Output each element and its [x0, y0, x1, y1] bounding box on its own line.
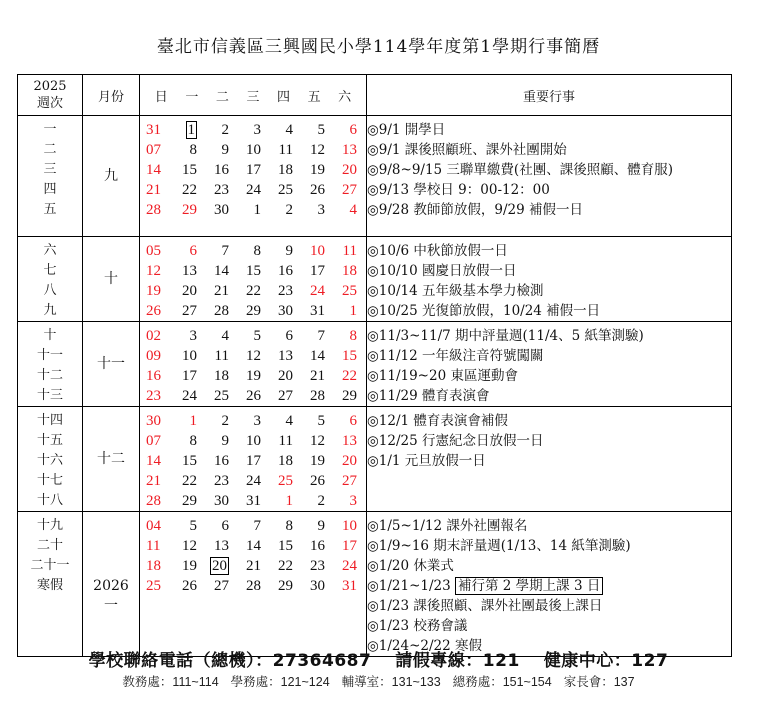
date: 12	[310, 433, 325, 449]
event-item: ◎9/28 教師節放假，9/29 補假一日	[367, 202, 583, 218]
week-row	[140, 576, 366, 596]
extension-info: 教務處：111~114	[122, 675, 219, 689]
header-week-label: 週次	[36, 96, 63, 111]
date: 15	[278, 538, 293, 554]
date: 16	[278, 263, 293, 279]
date: 23	[310, 558, 325, 574]
day-grid	[140, 512, 367, 657]
date: 28	[246, 578, 261, 594]
date: 14	[246, 538, 261, 554]
holiday-date: 20	[342, 162, 357, 178]
date: 17	[246, 162, 261, 178]
week-row	[140, 180, 366, 200]
date: 26	[310, 182, 325, 198]
holiday-date: 27	[342, 182, 357, 198]
holiday-date: 3	[349, 493, 357, 509]
date: 11	[278, 142, 293, 158]
date: 5	[253, 328, 261, 344]
week-row	[140, 386, 366, 406]
event-item: ◎1/23 校務會議	[367, 618, 468, 634]
holiday-date: 1	[189, 413, 197, 429]
week-row	[140, 556, 366, 576]
holiday-date: 21	[146, 473, 161, 489]
day-grid	[140, 116, 367, 237]
date: 31	[310, 303, 325, 319]
date: 25	[214, 388, 229, 404]
event-item: ◎12/25 行憲紀念日放假一日	[367, 433, 544, 449]
event-item: ◎11/3~11/7 期中評量週(11/4、5 紙筆測驗)	[367, 328, 644, 344]
date: 13	[182, 263, 197, 279]
date: 7	[221, 243, 229, 259]
weekday-labels	[140, 86, 366, 105]
holiday-date: 25	[278, 473, 293, 489]
week-number: 十三	[36, 388, 63, 403]
week-row	[140, 241, 366, 261]
date: 21	[214, 283, 229, 299]
date: 29	[182, 493, 197, 509]
holiday-date: 25	[342, 283, 357, 299]
date	[198, 556, 230, 576]
day-grid	[140, 407, 367, 512]
calendar-table	[17, 74, 732, 657]
date: 11	[214, 348, 229, 364]
holiday-date: 1	[349, 303, 357, 319]
date: 28	[310, 388, 325, 404]
date: 18	[278, 453, 293, 469]
date: 4	[285, 413, 293, 429]
month-label: 十	[104, 271, 118, 287]
week-number: 十五	[36, 433, 63, 448]
holiday-date: 17	[342, 538, 357, 554]
event-item: ◎11/12 一年級注音符號闖關	[367, 348, 544, 364]
date: 24	[182, 388, 197, 404]
week-numbers	[18, 407, 83, 512]
event-item	[367, 576, 731, 596]
week-row	[140, 346, 366, 366]
date: 3	[253, 122, 261, 138]
holiday-date: 31	[146, 122, 161, 138]
date: 26	[182, 578, 197, 594]
date: 14	[310, 348, 325, 364]
date: 16	[310, 538, 325, 554]
date: 22	[246, 283, 261, 299]
date: 27	[278, 388, 293, 404]
date: 30	[310, 578, 325, 594]
week-number: 八	[43, 283, 57, 298]
date: 31	[246, 493, 261, 509]
holiday-date: 26	[146, 303, 161, 319]
table-header-row	[18, 75, 732, 116]
event-item: ◎9/13 學校日 9：00-12：00	[367, 182, 550, 198]
holiday-date: 24	[310, 283, 325, 299]
week-numbers	[18, 322, 83, 407]
highlighted-date: 1	[187, 122, 195, 138]
week-number: 九	[43, 303, 57, 318]
month-label: 十一	[97, 356, 125, 372]
month-section	[18, 237, 732, 322]
holiday-date: 18	[146, 558, 161, 574]
header-year: 2025	[33, 79, 67, 94]
week-row	[140, 261, 366, 281]
event-prefix: ◎1/21~1/23	[367, 578, 456, 594]
holiday-date: 04	[146, 518, 161, 534]
event-item: ◎1/20 休業式	[367, 558, 454, 574]
event-list	[367, 407, 732, 512]
date: 22	[278, 558, 293, 574]
week-number: 十二	[36, 368, 63, 383]
date: 3	[189, 328, 197, 344]
date: 21	[246, 558, 261, 574]
week-number: 十七	[36, 473, 63, 488]
header-month: 月份	[83, 75, 140, 116]
date: 10	[246, 433, 261, 449]
date: 15	[182, 162, 197, 178]
holiday-date: 10	[310, 243, 325, 259]
event-item: ◎9/8~9/15 三聯單繳費(社團、課後照顧、體育服)	[367, 162, 673, 178]
week-number: 十六	[36, 453, 63, 468]
week-row	[140, 326, 366, 346]
date: 7	[253, 518, 261, 534]
holiday-date: 10	[342, 518, 357, 534]
event-item: ◎11/29 體育表演會	[367, 388, 490, 404]
extension-info: 輔導室：131~133	[341, 675, 441, 689]
date: 26	[246, 388, 261, 404]
week-row	[140, 411, 366, 431]
holiday-date: 12	[146, 263, 161, 279]
month-name	[83, 116, 140, 237]
week-number: 三	[43, 162, 57, 177]
date: 16	[214, 453, 229, 469]
month-name	[83, 512, 140, 657]
week-number: 十九	[36, 518, 63, 533]
week-row	[140, 120, 366, 140]
event-list	[367, 512, 732, 657]
date: 30	[278, 303, 293, 319]
event-item: ◎1/1 元旦放假一日	[367, 453, 486, 469]
date: 10	[246, 142, 261, 158]
holiday-date: 11	[342, 243, 357, 259]
event-item: ◎10/25 光復節放假，10/24 補假一日	[367, 303, 601, 319]
holiday-date: 07	[146, 142, 161, 158]
week-number: 十四	[36, 413, 63, 428]
highlighted-date: 20	[212, 558, 227, 574]
week-number: 二十	[36, 538, 63, 553]
date: 1	[253, 202, 261, 218]
event-item: ◎10/6 中秋節放假一日	[367, 243, 508, 259]
date: 6	[221, 518, 229, 534]
date: 5	[317, 413, 325, 429]
date: 22	[182, 473, 197, 489]
holiday-date: 18	[342, 263, 357, 279]
week-numbers	[18, 116, 83, 237]
week-number: 寒假	[36, 578, 63, 593]
holiday-date: 8	[349, 328, 357, 344]
month-year: 2026	[93, 578, 129, 594]
date: 15	[182, 453, 197, 469]
date: 29	[246, 303, 261, 319]
holiday-date: 14	[146, 453, 161, 469]
holiday-date: 4	[349, 202, 357, 218]
date: 23	[214, 182, 229, 198]
holiday-date: 6	[189, 243, 197, 259]
month-name	[83, 237, 140, 322]
date: 30	[214, 202, 229, 218]
date: 2	[317, 493, 325, 509]
event-item: ◎1/24~2/22 寒假	[367, 638, 483, 654]
date: 16	[214, 162, 229, 178]
weekday-label: 四	[277, 89, 291, 105]
week-row	[140, 301, 366, 321]
event-item: ◎10/10 國慶日放假一日	[367, 263, 517, 279]
date: 25	[278, 182, 293, 198]
week-row	[140, 281, 366, 301]
holiday-date: 11	[146, 538, 161, 554]
date: 2	[221, 413, 229, 429]
date: 4	[221, 328, 229, 344]
contact-info: 請假專線：121	[395, 651, 520, 671]
date	[166, 120, 198, 140]
weekday-label: 六	[338, 89, 352, 105]
footer-extensions	[0, 672, 757, 690]
extension-info: 家長會：137	[563, 675, 635, 689]
event-item: ◎9/1 開學日	[367, 122, 446, 138]
date: 5	[317, 122, 325, 138]
date: 10	[182, 348, 197, 364]
week-row	[140, 160, 366, 180]
date: 8	[189, 142, 197, 158]
week-number: 十八	[36, 493, 63, 508]
date: 9	[221, 433, 229, 449]
date: 12	[246, 348, 261, 364]
date: 3	[253, 413, 261, 429]
holiday-date: 23	[146, 388, 161, 404]
date: 21	[310, 368, 325, 384]
holiday-date: 31	[342, 578, 357, 594]
weekday-label: 二	[215, 89, 229, 105]
holiday-date: 13	[342, 142, 357, 158]
event-item: ◎1/5~1/12 課外社團報名	[367, 518, 528, 534]
week-number: 十	[43, 328, 57, 343]
date: 8	[253, 243, 261, 259]
date: 17	[246, 453, 261, 469]
header-events: 重要行事	[367, 75, 732, 116]
event-boxed-text: 補行第 2 學期上課 3 日	[455, 577, 603, 595]
holiday-date: 24	[342, 558, 357, 574]
date: 28	[214, 303, 229, 319]
holiday-date: 09	[146, 348, 161, 364]
month-label: 九	[104, 168, 118, 184]
day-grid	[140, 237, 367, 322]
date: 19	[246, 368, 261, 384]
calendar-body	[18, 116, 732, 657]
week-number: 六	[43, 243, 57, 258]
month-section	[18, 322, 732, 407]
event-item: ◎10/14 五年級基本學力檢測	[367, 283, 544, 299]
week-row	[140, 451, 366, 471]
week-number: 十一	[36, 348, 63, 363]
month-name	[83, 407, 140, 512]
weekday-label: 一	[185, 89, 199, 105]
date: 12	[182, 538, 197, 554]
week-number: 四	[43, 182, 57, 197]
date: 9	[285, 243, 293, 259]
date: 29	[342, 388, 357, 404]
date: 3	[317, 202, 325, 218]
date: 14	[214, 263, 229, 279]
holiday-date: 30	[146, 413, 161, 429]
week-row	[140, 471, 366, 491]
week-numbers	[18, 237, 83, 322]
holiday-date: 28	[146, 202, 161, 218]
date: 19	[310, 162, 325, 178]
event-item: ◎1/9~16 期末評量週(1/13、14 紙筆測驗)	[367, 538, 631, 554]
holiday-date: 25	[146, 578, 161, 594]
date: 2	[285, 202, 293, 218]
holiday-date: 28	[146, 493, 161, 509]
date: 26	[310, 473, 325, 489]
holiday-date: 16	[146, 368, 161, 384]
date: 27	[214, 578, 229, 594]
event-item: ◎9/1 課後照顧班、課外社團開始	[367, 142, 567, 158]
month-label: 一	[104, 598, 118, 614]
date: 17	[310, 263, 325, 279]
date: 9	[317, 518, 325, 534]
week-numbers	[18, 512, 83, 657]
date: 20	[278, 368, 293, 384]
date: 22	[182, 182, 197, 198]
week-row	[140, 200, 366, 220]
date: 6	[285, 328, 293, 344]
date: 8	[285, 518, 293, 534]
holiday-date: 13	[342, 433, 357, 449]
event-list	[367, 116, 732, 237]
header-weekdays	[140, 75, 367, 116]
date: 24	[246, 182, 261, 198]
extension-info: 總務處：151~154	[452, 675, 552, 689]
holiday-date: 21	[146, 182, 161, 198]
holiday-date: 1	[285, 493, 293, 509]
date: 17	[182, 368, 197, 384]
event-list	[367, 322, 732, 407]
date: 4	[285, 122, 293, 138]
weekday-label: 三	[246, 89, 260, 105]
header-week	[18, 75, 83, 116]
week-number: 七	[43, 263, 57, 278]
date: 15	[246, 263, 261, 279]
date: 7	[317, 328, 325, 344]
date: 23	[278, 283, 293, 299]
date: 12	[310, 142, 325, 158]
week-number: 一	[43, 122, 57, 137]
date: 2	[221, 122, 229, 138]
holiday-date: 29	[182, 202, 197, 218]
holiday-date: 27	[342, 473, 357, 489]
holiday-date: 15	[342, 348, 357, 364]
week-number: 二	[43, 142, 57, 157]
week-row	[140, 491, 366, 511]
month-section	[18, 116, 732, 237]
week-row	[140, 516, 366, 536]
date: 18	[214, 368, 229, 384]
date: 30	[214, 493, 229, 509]
week-row	[140, 431, 366, 451]
date: 19	[182, 558, 197, 574]
holiday-date: 20	[342, 453, 357, 469]
date: 9	[221, 142, 229, 158]
date: 18	[278, 162, 293, 178]
date: 13	[214, 538, 229, 554]
week-number: 五	[43, 202, 57, 217]
holiday-date: 14	[146, 162, 161, 178]
week-row	[140, 366, 366, 386]
date: 8	[189, 433, 197, 449]
event-item: ◎1/23 課後照顧、課外社團最後上課日	[367, 598, 603, 614]
holiday-date: 6	[349, 122, 357, 138]
footer-contact	[0, 646, 757, 671]
date: 23	[214, 473, 229, 489]
date: 29	[278, 578, 293, 594]
weekday-label: 日	[154, 89, 168, 105]
contact-info: 健康中心：127	[543, 651, 669, 671]
holiday-date: 05	[146, 243, 161, 259]
date: 27	[182, 303, 197, 319]
date: 5	[189, 518, 197, 534]
event-item: ◎11/19~20 東區運動會	[367, 368, 518, 384]
month-section	[18, 512, 732, 657]
week-number: 二十一	[30, 558, 70, 573]
holiday-date: 07	[146, 433, 161, 449]
contact-info: 學校聯絡電話（總機）：27364687	[88, 651, 372, 671]
holiday-date: 02	[146, 328, 161, 344]
month-label: 十二	[97, 451, 125, 467]
holiday-date: 22	[342, 368, 357, 384]
event-item: ◎12/1 體育表演會補假	[367, 413, 508, 429]
date: 11	[278, 433, 293, 449]
week-row	[140, 140, 366, 160]
week-row	[140, 536, 366, 556]
date: 19	[310, 453, 325, 469]
event-list	[367, 237, 732, 322]
extension-info: 學務處：121~124	[230, 675, 330, 689]
month-section	[18, 407, 732, 512]
day-grid	[140, 322, 367, 407]
date: 24	[246, 473, 261, 489]
month-name	[83, 322, 140, 407]
date: 13	[278, 348, 293, 364]
holiday-date: 6	[349, 413, 357, 429]
page-title: 臺北市信義區三興國民小學114學年度第1學期行事簡曆	[156, 37, 601, 57]
weekday-label: 五	[307, 89, 321, 105]
holiday-date: 19	[146, 283, 161, 299]
date: 20	[182, 283, 197, 299]
